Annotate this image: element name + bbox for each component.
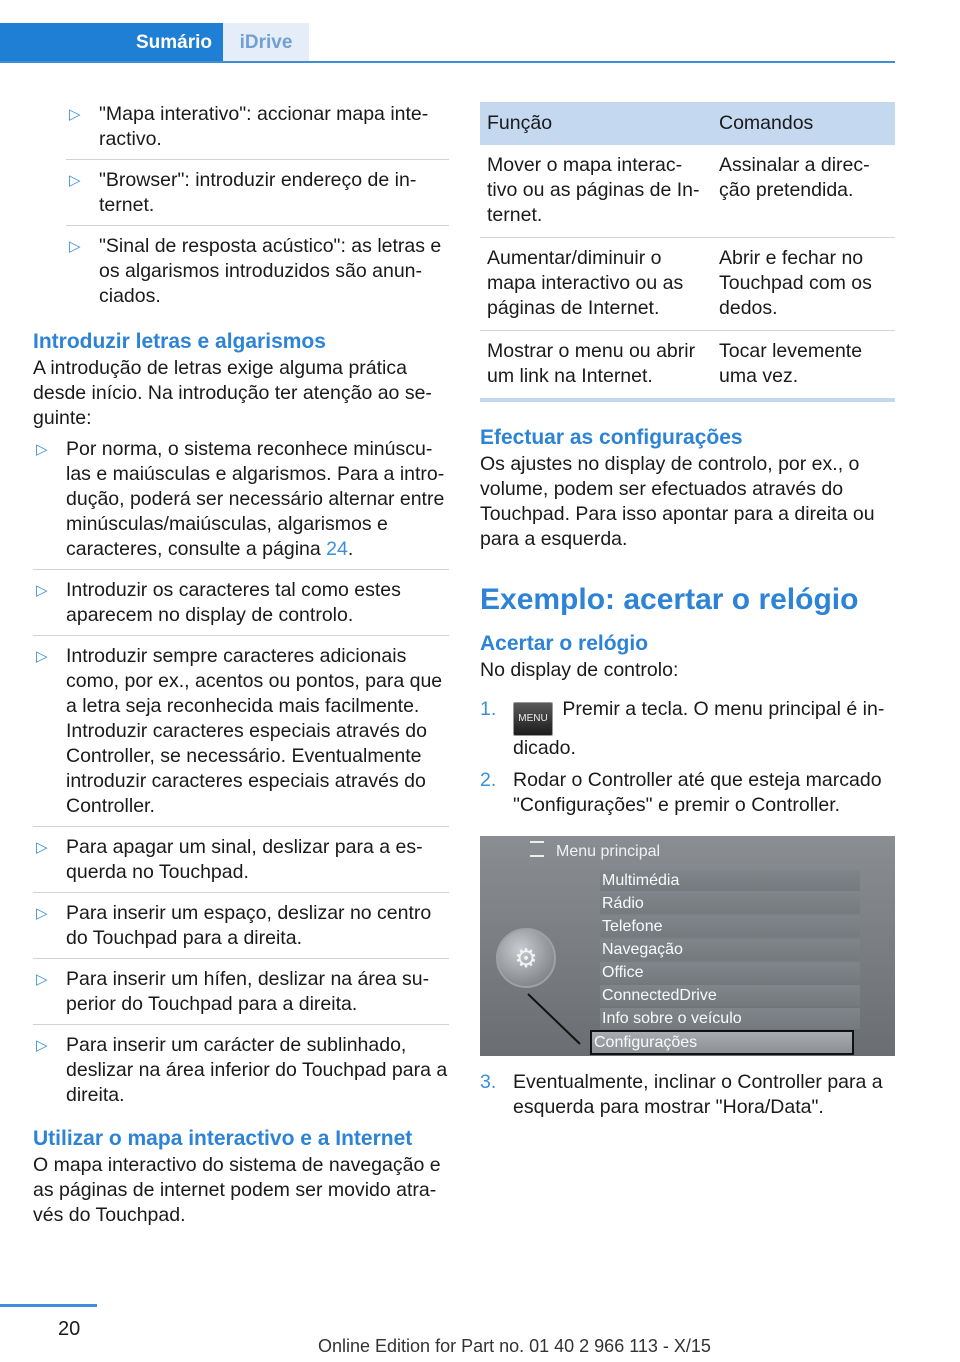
section1-bullet-list <box>33 437 449 1115</box>
right-column <box>480 102 895 1127</box>
step-item: 2. Rodar o Controller até que esteja marcado "Configurações" e premir o Controller. <box>480 769 882 816</box>
table-cell: Assinalar a direcção pretendida. <box>712 145 895 238</box>
screen-title: Menu principal <box>530 841 895 863</box>
list-item: ▷ "Sinal de resposta acústico": as letras e os algarismos introduzidos são anunciados. <box>69 235 442 307</box>
screen-menu-item: Office <box>600 962 860 983</box>
triangle-bullet-icon: ▷ <box>36 905 48 922</box>
section-heading: Introduzir letras e algarismos <box>33 330 326 353</box>
table-cell: Mostrar o menu ou abrir um link na Internet. <box>480 331 712 401</box>
section-paragraph: Os ajustes no display de controlo, por ex., o volume, podem ser efectuados através do Touchpad. Para isso apontar para a direita ou para a esquerda. <box>480 453 875 550</box>
triangle-bullet-icon: ▷ <box>36 839 48 856</box>
steps-list <box>480 697 895 818</box>
triangle-bullet-icon: ▷ <box>36 648 48 665</box>
section-heading: Efectuar as configurações <box>480 426 743 449</box>
list-item: ▷ "Mapa interativo": accionar mapa interactivo. <box>66 102 449 160</box>
table-header: Comandos <box>712 102 895 145</box>
section-paragraph: No display de controlo: <box>480 659 679 681</box>
page-number: 20 <box>58 1318 81 1340</box>
triangle-bullet-icon: ▷ <box>36 582 48 599</box>
step-item: 1. MENU Premir a tecla. O menu principal é indicado. <box>480 698 885 759</box>
steps-list <box>480 1070 895 1120</box>
settings-gear-icon: ⚙ <box>496 928 556 988</box>
header-accent <box>0 23 125 61</box>
header-divider <box>0 61 895 63</box>
list-item: ▷ Para inserir um espaço, deslizar no centro do Touchpad para a direita. <box>33 901 449 959</box>
page-link[interactable]: 24 <box>326 538 348 560</box>
triangle-bullet-icon: ▷ <box>36 441 48 458</box>
table-row <box>480 145 895 238</box>
step-item: 3. Eventualmente, inclinar o Controller para a esquerda para mostrar "Hora/Data". <box>480 1071 883 1118</box>
list-item: ▷ Introduzir os caracteres tal como estes aparecem no display de controlo. <box>33 578 449 636</box>
section-paragraph: A introdução de letras exige alguma prática desde início. Na introdução ter atenção ao seguinte: <box>33 357 432 429</box>
table-row <box>480 331 895 401</box>
section-heading: Utilizar o mapa interactivo e a Internet <box>33 1127 413 1150</box>
chapter-heading: Exemplo: acertar o relógio <box>480 583 859 616</box>
section-paragraph: O mapa interactivo do sistema de navegação e as páginas de internet podem ser movido através do Touchpad. <box>33 1154 441 1226</box>
section-heading: Acertar o relógio <box>480 632 649 655</box>
list-item: ▷ Para inserir um carácter de sublinhado, deslizar na área inferior do Touchpad para a direita. <box>36 1034 448 1106</box>
triangle-bullet-icon: ▷ <box>36 971 48 988</box>
table-header-row <box>480 102 895 145</box>
table-cell: Tocar levemente uma vez. <box>712 331 895 401</box>
table-cell: Abrir e fechar no Touchpad com os dedos. <box>712 238 895 331</box>
list-item: ▷ Para apagar um sinal, deslizar para a esquerda no Touchpad. <box>33 835 449 893</box>
footer-edition: Online Edition for Part no. 01 40 2 966 113 - X/15 <box>318 1336 711 1356</box>
table-row <box>480 238 895 331</box>
list-item: ▷ "Browser": introduzir endereço de internet. <box>66 168 449 226</box>
screen-menu-item: Navegação <box>600 939 860 960</box>
list-item: ▷ Por norma, o sistema reconhece minúsculas e maiúsculas e algarismos. Para a introdução, poderá ser necessário alternar entre minúsculas/maiúsculas, algarismos e caracteres, consulte a página 24. <box>33 437 449 570</box>
header-tabs <box>0 23 895 63</box>
list-item: ▷ Para inserir um hífen, deslizar na área superior do Touchpad para a direita. <box>33 967 449 1025</box>
left-column <box>33 102 449 1228</box>
tab-sumario[interactable]: Sumário <box>125 23 223 61</box>
screen-menu-item: Info sobre o veículo <box>600 1008 860 1029</box>
screen-menu-item-selected: Configurações <box>590 1030 854 1055</box>
screen-menu-item: Multimédia <box>600 870 860 891</box>
idrive-screen-image <box>480 836 895 1056</box>
table-cell: Mover o mapa interactivo ou as páginas de Internet. <box>480 145 712 238</box>
screen-menu-item: ConnectedDrive <box>600 985 860 1006</box>
tab-idrive[interactable]: iDrive <box>223 23 309 61</box>
controls-table <box>480 102 895 402</box>
triangle-bullet-icon: ▷ <box>36 1037 48 1054</box>
triangle-bullet-icon: ▷ <box>69 106 81 123</box>
screen-menu-item: Telefone <box>600 916 860 937</box>
triangle-bullet-icon: ▷ <box>69 172 81 189</box>
table-cell: Aumentar/diminuir o mapa interactivo ou as páginas de Internet. <box>480 238 712 331</box>
screen-menu-item: Rádio <box>600 893 860 914</box>
selection-pointer-line <box>480 836 895 1056</box>
list-item: ▷ Introduzir sempre caracteres adicionais como, por ex., acentos ou pontos, para que a letra seja reconhecida mais facilmente. Introduzir caracteres especiais através do Controller, se necessário. Eventualmente introduzir caracteres especiais através do Controller. <box>33 644 449 827</box>
top-bullet-list <box>66 102 449 316</box>
menu-button-icon: MENU <box>513 702 553 736</box>
footer-accent <box>0 1304 97 1307</box>
table-header: Função <box>480 102 712 145</box>
triangle-bullet-icon: ▷ <box>69 238 81 255</box>
